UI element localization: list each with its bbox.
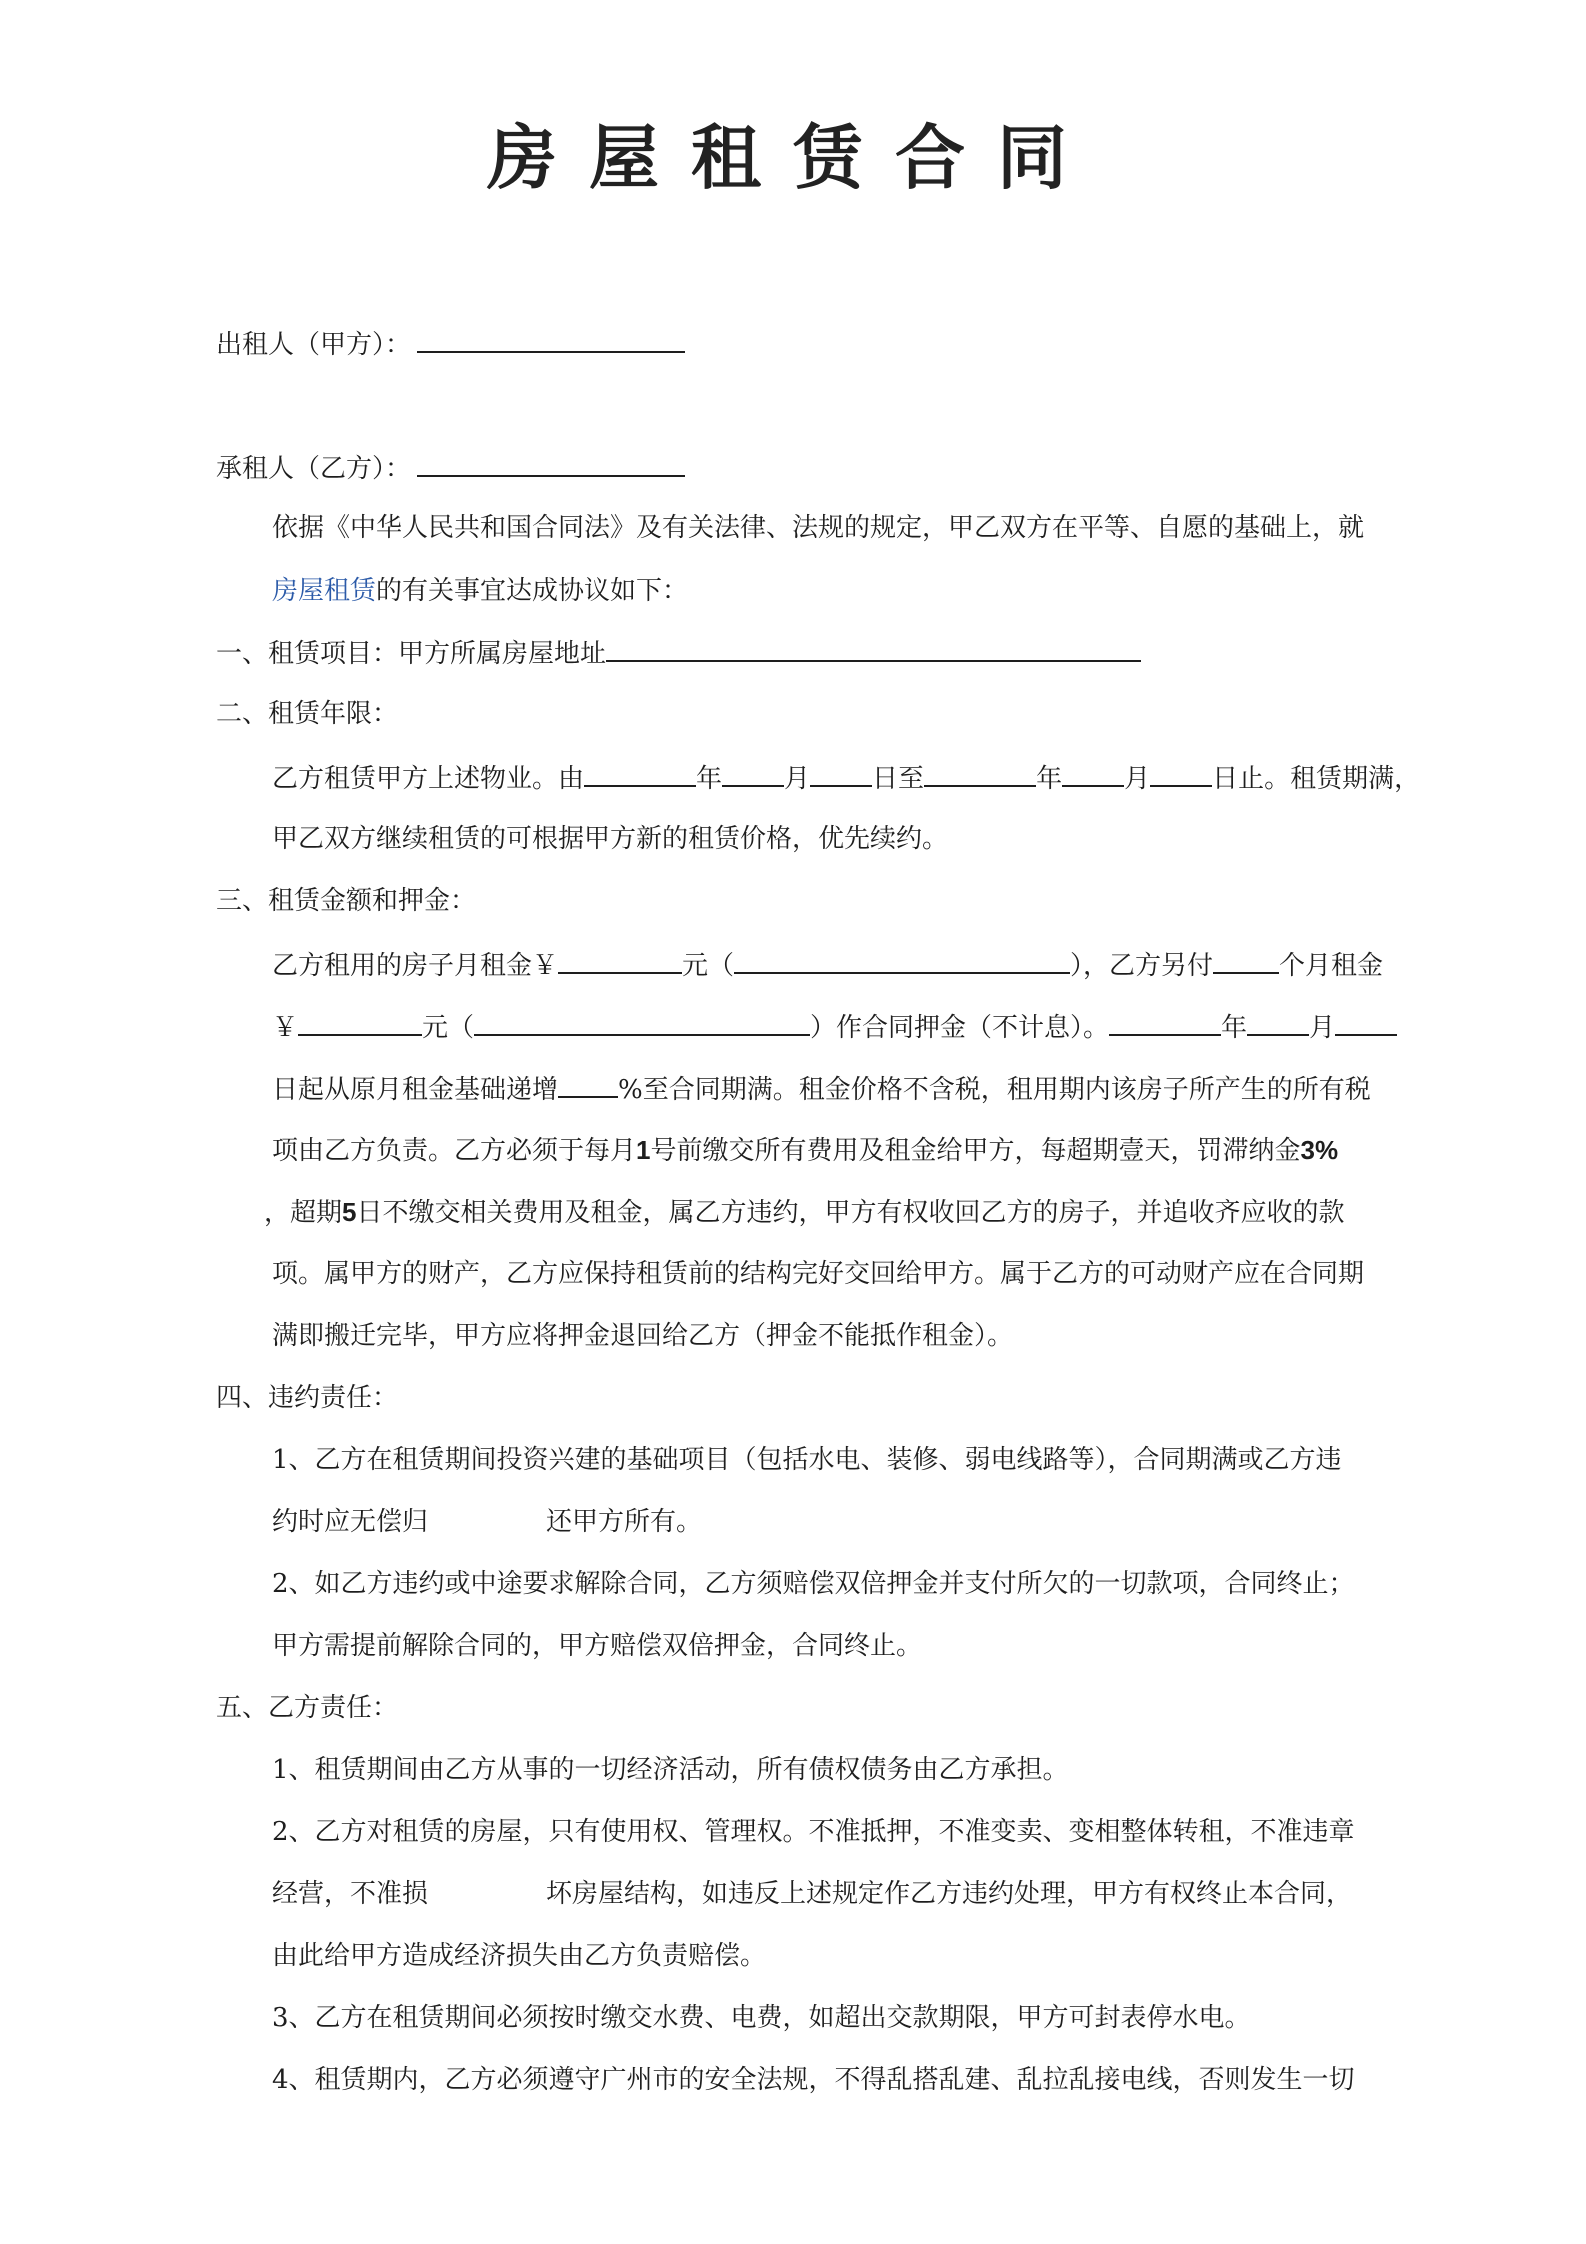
- increase-percent-blank[interactable]: [558, 1068, 618, 1098]
- lessee-line: [216, 447, 685, 489]
- start-day-blank[interactable]: [810, 757, 872, 787]
- increase-text: 日起从原月租金基础递增: [272, 1075, 559, 1105]
- start-month-blank[interactable]: [722, 757, 784, 787]
- duty-item-2a: 2、乙方对租赁的房屋，只有使用权、管理权。不准抵押，不准变卖、变相整体转租，不准违章: [272, 1817, 1355, 1847]
- end-month-blank[interactable]: [1062, 757, 1124, 787]
- month-label: 月: [784, 764, 811, 794]
- yuan-label: 元（: [682, 951, 735, 981]
- section-1-text: 一、租赁项目：甲方所属房屋地址: [216, 639, 607, 669]
- day-to-label: 日至: [872, 764, 925, 794]
- duty-item-4: 4、租赁期内，乙方必须遵守广州市的安全法规，不得乱搭乱建、乱拉乱接电线，否则发生一切: [272, 2065, 1355, 2095]
- deposit-text: ）作合同押金（不计息）。: [810, 1013, 1110, 1043]
- year-label: 年: [1221, 1013, 1248, 1043]
- yuan-label: 元（: [422, 1013, 475, 1043]
- rent-line-4: [272, 1130, 1338, 1171]
- month-label: 月: [1124, 764, 1151, 794]
- duty-item-2c: 由此给甲方造成经济损失由乙方负责赔偿。: [272, 1941, 767, 1971]
- rent-line-3: [272, 1068, 1371, 1110]
- year-label: 年: [1036, 764, 1063, 794]
- breach-text: 日不缴交相关费用及租金，属乙方违约，甲方有权收回乙方的房子，并追收齐应收的款: [356, 1198, 1345, 1228]
- document-title: 房屋租赁合同: [487, 116, 1099, 199]
- rent-line-6: 项。属甲方的财产，乙方应保持租赁前的结构完好交回给甲方。属于乙方的可动财产应在合同期: [272, 1259, 1365, 1289]
- rent-line-1: [272, 944, 1383, 986]
- deposit-blank[interactable]: [298, 1006, 422, 1036]
- breach-item-1b: [272, 1502, 702, 1542]
- duty-item-1: 1、租赁期间由乙方从事的一切经济活动，所有债权债务由乙方承担。: [272, 1755, 1069, 1785]
- end-year-blank[interactable]: [924, 757, 1036, 787]
- months-rent-label: 个月租金: [1279, 951, 1384, 981]
- increase-day-blank[interactable]: [1335, 1006, 1397, 1036]
- lessee-blank[interactable]: [417, 447, 685, 477]
- intro-line-2-text: 的有关事宜达成协议如下：: [376, 576, 689, 606]
- section-1: [216, 632, 1141, 674]
- end-day-blank[interactable]: [1150, 757, 1212, 787]
- tax-text: %至合同期满。租金价格不含税，租用期内该房子所产生的所有税: [618, 1075, 1371, 1105]
- breach-item-1b-part2: 还甲方所有。: [546, 1507, 703, 1537]
- payment-day: 1: [636, 1135, 651, 1165]
- breach-item-1a: 1、乙方在租赁期间投资兴建的基础项目（包括水电、装修、弱电线路等），合同期满或乙方违: [272, 1445, 1342, 1475]
- breach-item-1b-part1: 约时应无偿归: [272, 1507, 429, 1537]
- rent-text: 乙方租用的房子月租金￥: [272, 951, 559, 981]
- late-fee-rate: 3%: [1300, 1135, 1339, 1165]
- monthly-rent-blank[interactable]: [558, 944, 682, 974]
- late-fee-text: 号前缴交所有费用及租金给甲方，每超期壹天，罚滞纳金: [650, 1136, 1301, 1166]
- rent-capital-blank[interactable]: [734, 944, 1070, 974]
- section-5-heading: 五、乙方责任：: [216, 1693, 399, 1723]
- extra-pay-text: ），乙方另付: [1070, 951, 1214, 981]
- duty-item-2b: [272, 1874, 1352, 1914]
- increase-month-blank[interactable]: [1247, 1006, 1309, 1036]
- duty-item-2b-part2: 坏房屋结构，如违反上述规定作乙方违约处理，甲方有权终止本合同，: [546, 1879, 1353, 1909]
- intro-line-1: 依据《中华人民共和国合同法》及有关法律、法规的规定，甲乙双方在平等、自愿的基础上，就: [272, 513, 1365, 543]
- lessee-label: 承租人（乙方）：: [216, 454, 412, 484]
- duty-item-2b-part1: 经营，不准损: [272, 1879, 429, 1909]
- section-4-heading: 四、违约责任：: [216, 1383, 399, 1413]
- breach-item-2a: 2、如乙方违约或中途要求解除合同，乙方须赔偿双倍押金并支付所欠的一切款项，合同终止；: [272, 1569, 1355, 1599]
- day-end-label: 日止。租赁期满，: [1212, 764, 1421, 794]
- period-text: 乙方租赁甲方上述物业。由: [272, 764, 585, 794]
- section-3-heading: 三、租赁金额和押金：: [216, 886, 477, 916]
- breach-item-2b: 甲方需提前解除合同的，甲方赔偿双倍押金，合同终止。: [272, 1631, 923, 1661]
- month-label: 月: [1309, 1013, 1336, 1043]
- year-label: 年: [696, 764, 723, 794]
- deposit-capital-blank[interactable]: [474, 1006, 810, 1036]
- lessor-line: [216, 323, 685, 365]
- address-blank[interactable]: [606, 632, 1141, 662]
- rent-line-2: [272, 1006, 1397, 1048]
- overdue-days: 5: [342, 1197, 357, 1227]
- section-2-renewal: 甲乙双方继续租赁的可根据甲方新的租赁价格，优先续约。: [272, 824, 949, 854]
- intro-line-2: [272, 571, 688, 611]
- house-lease-link[interactable]: 房屋租赁: [272, 576, 377, 606]
- section-2-heading: 二、租赁年限：: [216, 699, 399, 729]
- duty-item-3: 3、乙方在租赁期间必须按时缴交水费、电费，如超出交款期限，甲方可封表停水电。: [272, 2003, 1251, 2033]
- section-2-period-line: [272, 757, 1420, 799]
- rent-line-7: 满即搬迁完毕，甲方应将押金退回给乙方（押金不能抵作租金）。: [272, 1321, 1014, 1351]
- increase-year-blank[interactable]: [1109, 1006, 1221, 1036]
- start-year-blank[interactable]: [584, 757, 696, 787]
- yen-sign: ￥: [272, 1013, 299, 1043]
- payment-text: 项由乙方负责。乙方必须于每月: [272, 1136, 637, 1166]
- lessor-blank[interactable]: [417, 323, 685, 353]
- rent-line-5: [264, 1192, 1345, 1233]
- lessor-label: 出租人（甲方）：: [216, 330, 412, 360]
- months-count-blank[interactable]: [1213, 944, 1279, 974]
- overdue-text: ，超期: [264, 1198, 343, 1228]
